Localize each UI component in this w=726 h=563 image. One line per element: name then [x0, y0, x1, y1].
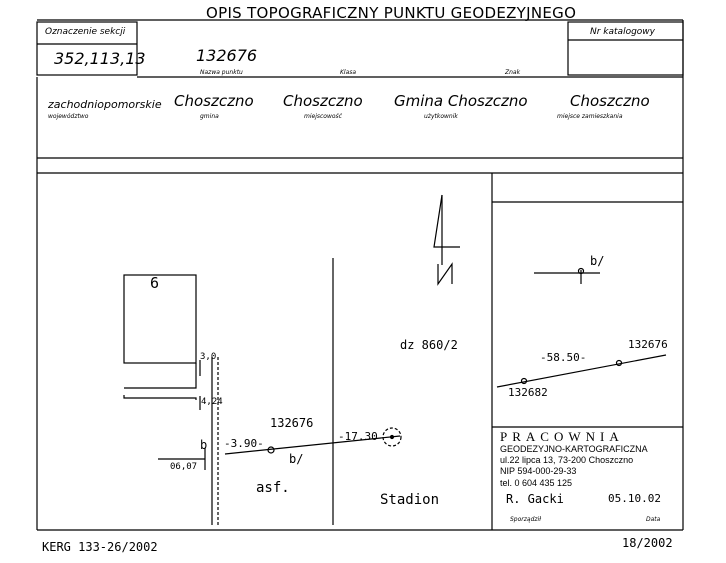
voivodeship-label: województwo: [48, 113, 89, 120]
made-by-label: Sporządził: [510, 516, 541, 523]
date-label: Data: [646, 516, 661, 523]
locality-value: Choszczno: [283, 92, 363, 110]
dim-left-value: 06,07: [170, 462, 198, 472]
surface-label: asf.: [256, 480, 290, 496]
fence-label: b/: [289, 452, 304, 466]
catalog-label: Nr katalogowy: [590, 27, 655, 37]
distance-1: -3.90-: [224, 437, 264, 450]
building-number: 6: [150, 274, 160, 292]
user-value: Gmina Choszczno: [394, 92, 528, 110]
stamp-line-3: NIP 594-000-29-33: [500, 466, 577, 476]
building-outline: [124, 275, 196, 400]
residence-value: Choszczno: [570, 92, 650, 110]
north-arrow-icon: [434, 195, 460, 284]
stamp-title: PRACOWNIA: [500, 429, 624, 444]
inset-fence-label: b/: [590, 254, 605, 268]
locality-label: miejscowość: [304, 113, 342, 120]
inset-distance: -58.50-: [540, 351, 587, 364]
dim-left-b: b: [200, 438, 208, 452]
class-label: Klasa: [340, 69, 357, 76]
inset-point-b: 132682: [508, 386, 548, 399]
distance-2: -17.30: [338, 430, 378, 443]
form-title: OPIS TOPOGRAFICZNY PUNKTU GEODEZYJNEGO: [206, 4, 577, 22]
dim-top: 3,0: [200, 352, 217, 362]
dim-mid: 4,24: [201, 397, 223, 407]
parcel-label: dz 860/2: [400, 338, 458, 352]
voivodeship-value: zachodniopomorskie: [48, 98, 162, 111]
point-label: 132676: [270, 416, 314, 430]
section-value: 352,113,13: [54, 49, 146, 68]
stamp-line-2: ul.22 lipca 13, 73-200 Choszczno: [500, 455, 634, 465]
footer-left-ref: KERG 133-26/2002: [42, 540, 158, 554]
stadium-label: Stadion: [380, 492, 440, 508]
stamp-date-hand: 05.10.02: [608, 492, 661, 505]
mark-label: Znak: [505, 69, 521, 76]
stamp-line-4: tel. 0 604 435 125: [500, 478, 573, 488]
footer-right-ref: 18/2002: [622, 536, 673, 550]
section-label: Oznaczenie sekcji: [45, 27, 126, 37]
inset-point-a: 132676: [628, 338, 668, 351]
commune-label: gmina: [200, 113, 219, 120]
commune-value: Choszczno: [174, 92, 254, 110]
stamp-line-1: GEODEZYJNO-KARTOGRAFICZNA: [500, 444, 648, 454]
company-stamp: [496, 428, 682, 528]
residence-label: miejsce zamieszkania: [557, 113, 623, 120]
user-label: użytkownik: [424, 113, 458, 120]
point-name-value: 132676: [196, 46, 258, 65]
stamp-signature: R. Gacki: [506, 492, 564, 506]
point-name-label: Nazwa punktu: [200, 69, 243, 76]
